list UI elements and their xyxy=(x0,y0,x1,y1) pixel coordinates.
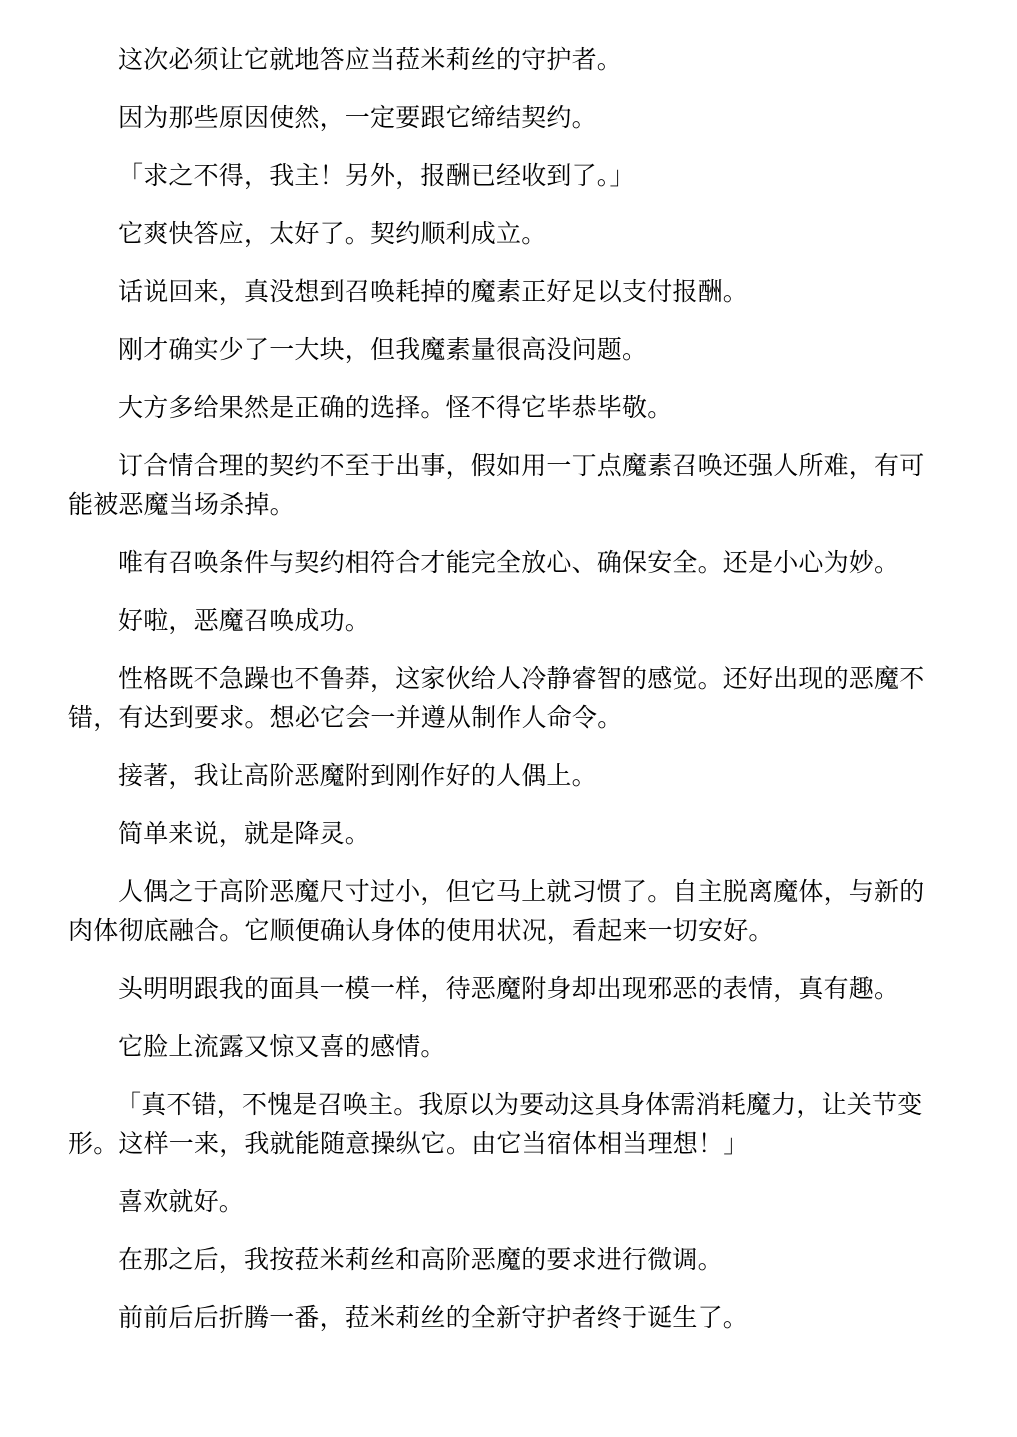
paragraph: 性格既不急躁也不鲁莽，这家伙给人冷静睿智的感觉。还好出现的恶魔不错，有达到要求。想必它会一并遵从制作人命令。 xyxy=(68,664,925,732)
paragraph: 好啦，恶魔召唤成功。 xyxy=(118,606,371,635)
paragraph: 人偶之于高阶恶魔尺寸过小，但它马上就习惯了。自主脱离魔体，与新的肉体彻底融合。它顺便确认身体的使用状况，看起来一切安好。 xyxy=(68,877,925,945)
dialogue-paragraph: 「真不错，不愧是召唤主。我原以为要动这具身体需消耗魔力，让关节变形。这样一来，我就能随意操纵它。由它当宿体相当理想！」 xyxy=(68,1090,923,1158)
paragraph: 唯有召唤条件与契约相符合才能完全放心、确保安全。还是小心为妙。 xyxy=(118,548,900,577)
paragraph: 接著，我让高阶恶魔附到刚作好的人偶上。 xyxy=(118,761,597,790)
paragraph: 刚才确实少了一大块，但我魔素量很高没问题。 xyxy=(118,335,648,364)
paragraph: 因为那些原因使然，一定要跟它缔结契约。 xyxy=(118,103,597,132)
paragraph: 在那之后，我按菈米莉丝和高阶恶魔的要求进行微调。 xyxy=(118,1245,723,1274)
paragraph: 简单来说，就是降灵。 xyxy=(118,819,371,848)
paragraph: 订合情合理的契约不至于出事，假如用一丁点魔素召唤还强人所难，有可能被恶魔当场杀掉。 xyxy=(68,451,925,519)
paragraph: 它爽快答应，太好了。契约顺利成立。 xyxy=(118,219,547,248)
paragraph: 头明明跟我的面具一模一样，待恶魔附身却出现邪恶的表情，真有趣。 xyxy=(118,974,900,1003)
paragraph: 前前后后折腾一番，菈米莉丝的全新守护者终于诞生了。 xyxy=(118,1303,749,1332)
paragraph: 它脸上流露又惊又喜的感情。 xyxy=(118,1032,446,1061)
paragraph: 喜欢就好。 xyxy=(118,1187,245,1216)
dialogue-paragraph: 「求之不得，我主！另外，报酬已经收到了。」 xyxy=(118,161,635,190)
paragraph: 这次必须让它就地答应当菈米莉丝的守护者。 xyxy=(118,45,623,74)
paragraph: 话说回来，真没想到召唤耗掉的魔素正好足以支付报酬。 xyxy=(118,277,749,306)
paragraph: 大方多给果然是正确的选择。怪不得它毕恭毕敬。 xyxy=(118,393,673,422)
